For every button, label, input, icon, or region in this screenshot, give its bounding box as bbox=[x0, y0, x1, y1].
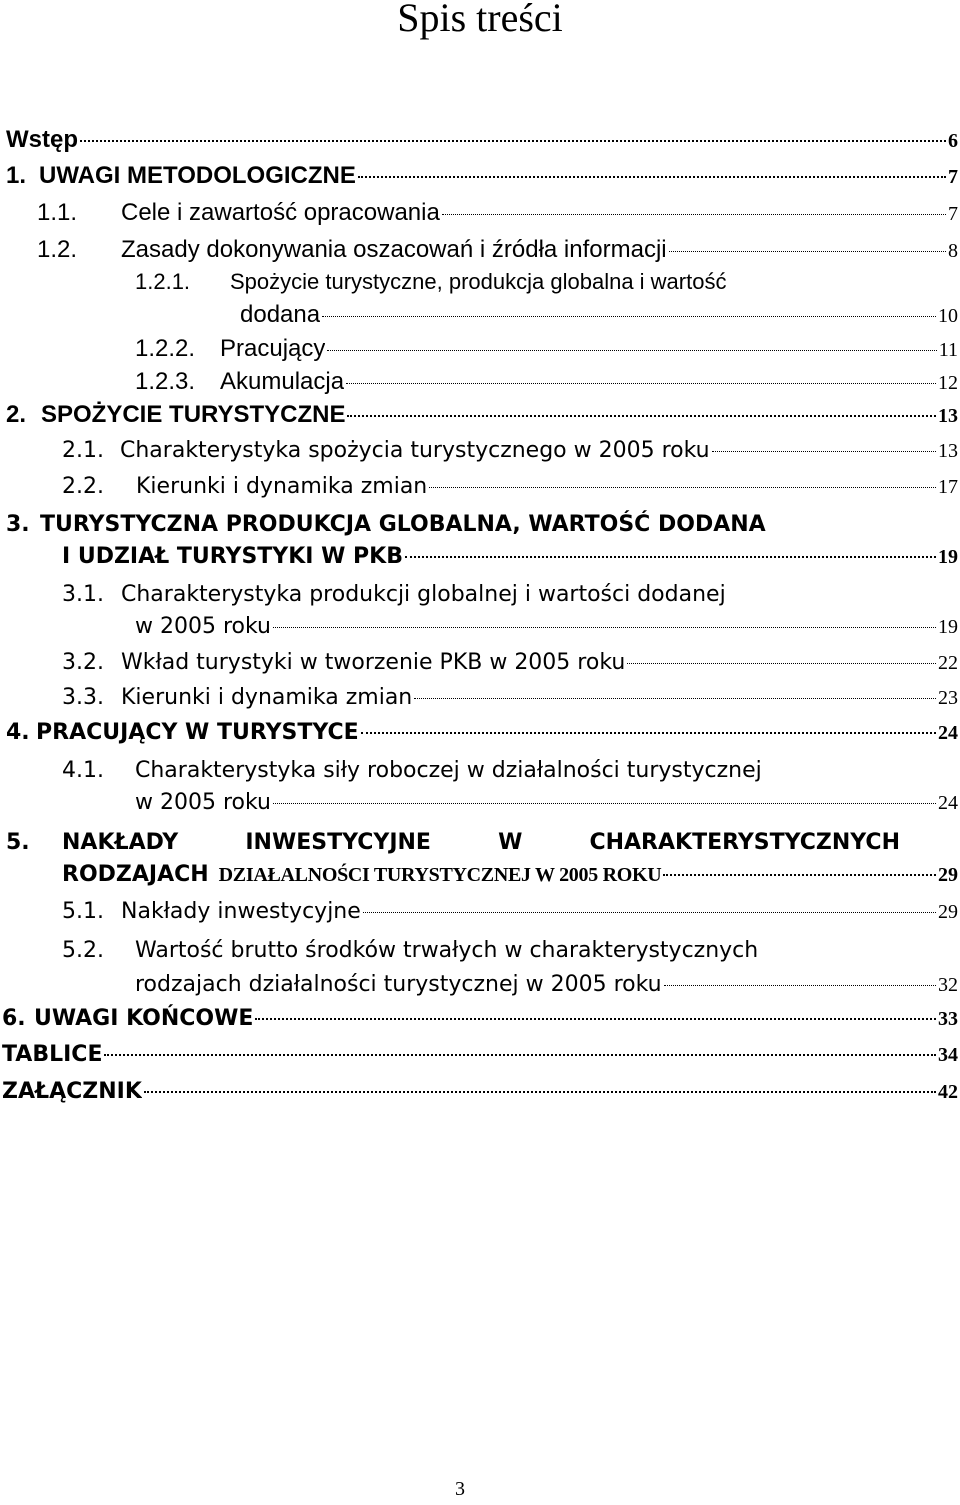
toc-leader-dots bbox=[429, 487, 936, 488]
toc-entry-4[interactable] bbox=[0, 716, 960, 756]
toc-entry-title: dodana bbox=[240, 301, 321, 328]
toc-entry-title: w 2005 roku bbox=[135, 790, 271, 815]
toc-entry-number: 1.2. bbox=[37, 236, 78, 263]
toc-entry-title: rodzajach działalności turystycznej w 2005 roku bbox=[135, 972, 662, 997]
toc-entry-4-1-title-line1: Charakterystyka siły roboczej w działalności turystycznej bbox=[135, 758, 762, 783]
toc-page-number: 7 bbox=[948, 166, 958, 188]
toc-entry-number: 4. bbox=[6, 720, 30, 745]
toc-page-number: 7 bbox=[948, 203, 958, 225]
toc-entry-1-2-1-title-line1: Spożycie turystyczne, produkcja globalna i wartość bbox=[230, 269, 727, 294]
toc-entry-title: PRACUJĄCY W TURYSTYCE bbox=[36, 720, 359, 745]
toc-leader-dots bbox=[327, 350, 936, 351]
toc-page-number: 29 bbox=[938, 901, 958, 923]
toc-page-number: 24 bbox=[938, 722, 958, 744]
toc-entry-3-2[interactable] bbox=[0, 646, 960, 686]
toc-entry-title: Akumulacja bbox=[220, 368, 345, 395]
toc-entry-title: Pracujący bbox=[220, 335, 326, 362]
footer-page-number: 3 bbox=[455, 1478, 465, 1500]
toc-entry-wstep[interactable] bbox=[0, 123, 960, 163]
toc-entry-5-2-title-line1: Wartość brutto środków trwałych w charakterystycznych bbox=[135, 938, 759, 963]
toc-entry-3-number: 3. bbox=[6, 512, 30, 537]
toc-page-number: 13 bbox=[938, 405, 958, 427]
toc-entry-title: TABLICE bbox=[2, 1042, 103, 1067]
toc-leader-dots bbox=[363, 912, 936, 913]
toc-page-number: 33 bbox=[938, 1008, 958, 1030]
toc-entry-1-1[interactable] bbox=[0, 196, 960, 236]
toc-leader-dots bbox=[273, 803, 936, 804]
toc-entry-3[interactable] bbox=[0, 540, 960, 580]
toc-entry-5-title-line1: NAKŁADY INWESTYCYJNE W CHARAKTERYSTYCZNYCH bbox=[62, 830, 900, 855]
toc-entry-zalacznik[interactable] bbox=[0, 1075, 960, 1115]
toc-entry-3-title-line1: TURYSTYCZNA PRODUKCJA GLOBALNA, WARTOŚĆ DODANA bbox=[40, 512, 766, 537]
toc-entry-3-1-title-line1: Charakterystyka produkcji globalnej i wartości dodanej bbox=[121, 582, 726, 607]
toc-entry-3-1[interactable] bbox=[0, 610, 960, 650]
toc-entry-number: 3.3. bbox=[62, 685, 104, 710]
toc-entry-2-1[interactable] bbox=[0, 434, 960, 474]
toc-page-number: 19 bbox=[938, 546, 958, 568]
toc-leader-dots bbox=[712, 451, 936, 452]
toc-leader-dots bbox=[664, 985, 936, 986]
toc-entry-title: UWAGI KOŃCOWE bbox=[34, 1006, 254, 1031]
toc-entry-title: UWAGI METODOLOGICZNE bbox=[39, 162, 356, 189]
toc-leader-dots bbox=[627, 663, 936, 664]
toc-entry-title: Nakłady inwestycyjne bbox=[121, 899, 361, 924]
toc-page-number: 23 bbox=[938, 687, 958, 709]
toc-entry-title: ZAŁĄCZNIK bbox=[2, 1079, 142, 1104]
toc-leader-dots bbox=[80, 140, 946, 142]
toc-entry-number: 6. bbox=[2, 1006, 26, 1031]
toc-leader-dots bbox=[669, 251, 946, 252]
toc-leader-dots bbox=[414, 698, 936, 699]
toc-leader-dots bbox=[255, 1018, 936, 1020]
toc-entry-3-3[interactable] bbox=[0, 681, 960, 721]
toc-entry-title: I UDZIAŁ TURYSTYKI W PKB bbox=[62, 544, 403, 569]
toc-entry-3-1-number: 3.1. bbox=[62, 582, 104, 607]
toc-page-number: 6 bbox=[948, 130, 958, 152]
toc-entry-number: 2.2. bbox=[62, 474, 104, 499]
toc-entry-number: 1.2.3. bbox=[135, 368, 196, 395]
toc-page-number: 12 bbox=[938, 372, 958, 394]
toc-entry-title: Wstęp bbox=[6, 126, 78, 153]
toc-entry-tablice[interactable] bbox=[0, 1038, 960, 1078]
toc-leader-dots bbox=[405, 556, 936, 558]
toc-entry-title: w 2005 roku bbox=[135, 614, 271, 639]
toc-entry-title: Kierunki i dynamika zmian bbox=[121, 685, 413, 710]
toc-page-number: 34 bbox=[938, 1044, 958, 1066]
toc-entry-number: 1.1. bbox=[37, 199, 78, 226]
toc-entry-number: 1. bbox=[6, 162, 27, 189]
toc-leader-dots bbox=[144, 1091, 936, 1093]
toc-leader-dots bbox=[361, 732, 936, 734]
toc-entry-number: 5.1. bbox=[62, 899, 104, 924]
toc-leader-dots bbox=[347, 415, 936, 417]
toc-entry-5-number: 5. bbox=[6, 830, 30, 855]
toc-entry-title: Charakterystyka spożycia turystycznego w 2005 roku bbox=[120, 438, 710, 463]
toc-entry-5[interactable] bbox=[0, 858, 960, 898]
toc-page-number: 17 bbox=[938, 476, 958, 498]
toc-leader-dots bbox=[358, 176, 946, 178]
toc-entry-2[interactable] bbox=[0, 398, 960, 438]
toc-entry-6[interactable] bbox=[0, 1002, 960, 1042]
toc-page-number: 13 bbox=[938, 440, 958, 462]
toc-entry-4-1[interactable] bbox=[0, 786, 960, 826]
toc-leader-dots bbox=[442, 214, 946, 215]
toc-page-number: 42 bbox=[938, 1081, 958, 1103]
toc-entry-title-serif: DZIAŁALNOŚCI TURYSTYCZNEJ W 2005 ROKU bbox=[218, 864, 662, 886]
toc-page-number: 29 bbox=[938, 864, 958, 886]
toc-leader-dots bbox=[104, 1054, 936, 1056]
toc-entry-4-1-number: 4.1. bbox=[62, 758, 104, 783]
toc-page-number: 8 bbox=[948, 240, 958, 262]
toc-leader-dots bbox=[346, 383, 936, 384]
toc-leader-dots bbox=[663, 874, 936, 876]
toc-entry-title: RODZAJACH bbox=[62, 862, 209, 887]
toc-entry-title: Zasady dokonywania oszacowań i źródła informacji bbox=[121, 236, 667, 263]
toc-entry-number: 3.2. bbox=[62, 650, 104, 675]
toc-page-number: 11 bbox=[938, 339, 958, 361]
toc-entry-2-2[interactable] bbox=[0, 470, 960, 510]
toc-page-number: 22 bbox=[938, 652, 958, 674]
toc-entry-5-1[interactable] bbox=[0, 895, 960, 935]
toc-entry-title: Cele i zawartość opracowania bbox=[121, 199, 440, 226]
toc-entry-title: Kierunki i dynamika zmian bbox=[136, 474, 428, 499]
toc-page-number: 24 bbox=[938, 792, 958, 814]
toc-page-number: 10 bbox=[938, 305, 958, 327]
toc-entry-title: Wkład turystyki w tworzenie PKB w 2005 roku bbox=[121, 650, 626, 675]
toc-entry-title: SPOŻYCIE TURYSTYCZNE bbox=[41, 401, 346, 428]
toc-page-number: 19 bbox=[938, 616, 958, 638]
toc-leader-dots bbox=[322, 316, 936, 317]
toc-entry-number: 1.2.2. bbox=[135, 335, 196, 362]
toc-entry-number: 2. bbox=[6, 401, 27, 428]
toc-leader-dots bbox=[273, 627, 936, 628]
toc-entry-1-2-1-number: 1.2.1. bbox=[135, 269, 191, 294]
page-title: Spis treści bbox=[397, 0, 563, 40]
toc-page-number: 32 bbox=[938, 974, 958, 996]
toc-entry-number: 2.1. bbox=[62, 438, 104, 463]
toc-entry-5-2-number: 5.2. bbox=[62, 938, 104, 963]
toc-entry-1[interactable] bbox=[0, 159, 960, 199]
